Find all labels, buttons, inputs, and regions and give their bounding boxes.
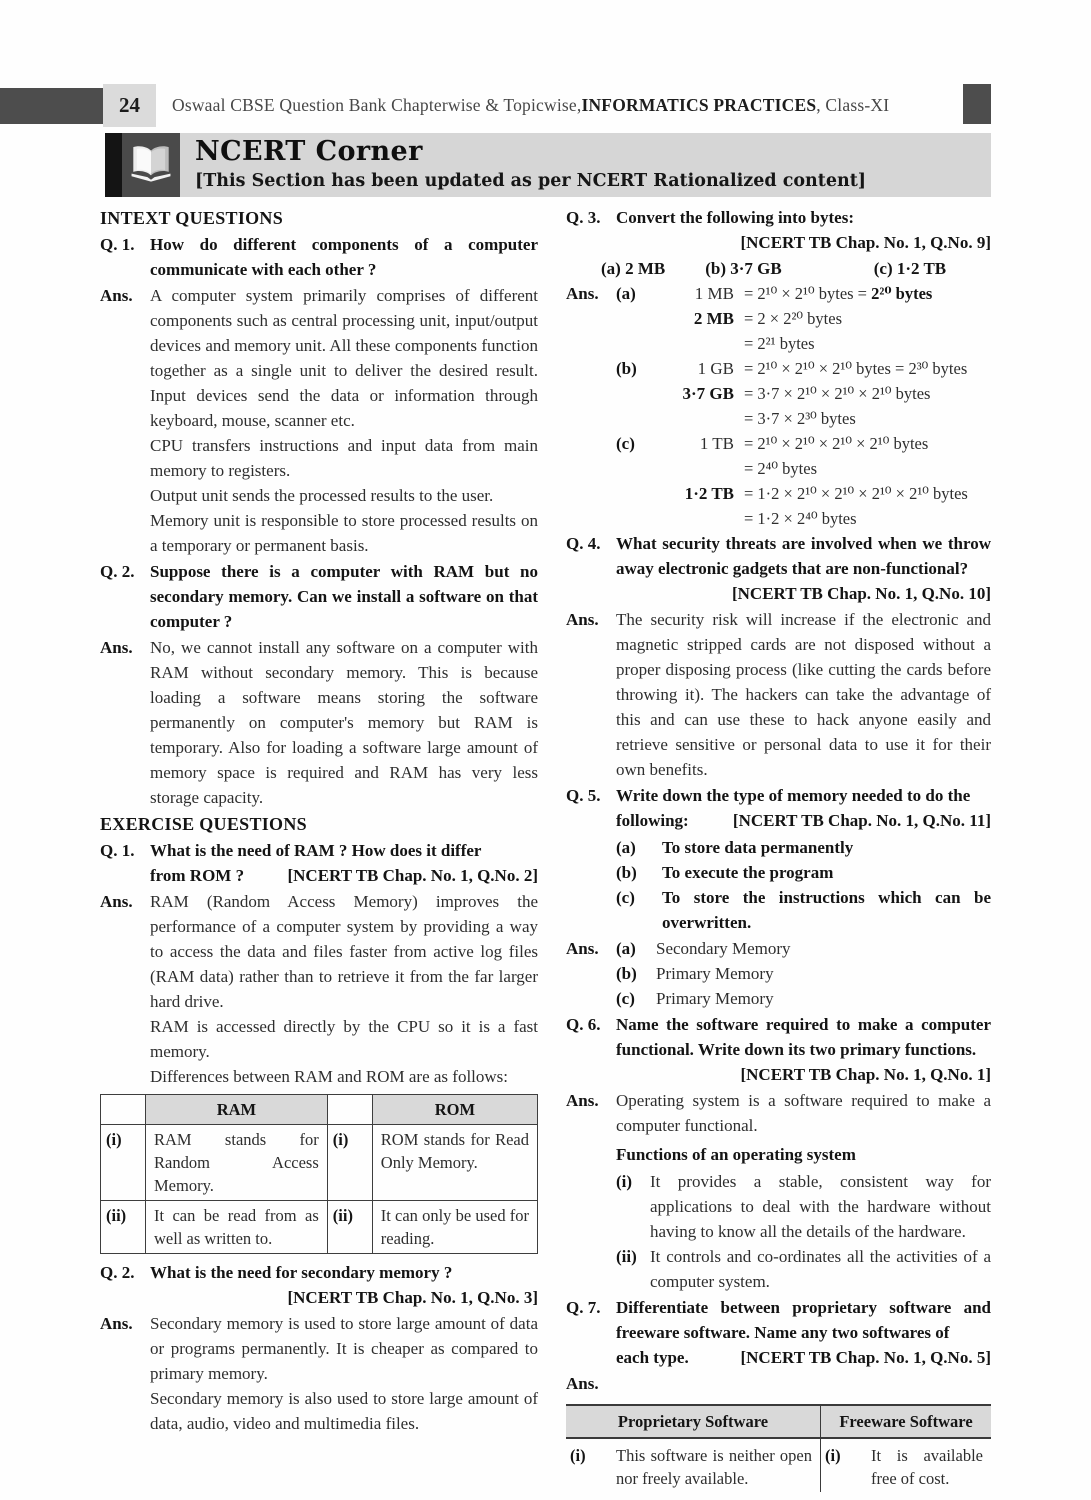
answer-paragraph: No, we cannot install any software on a computer with RAM without secondary memory. This is because loading a software means storing the software permanently on computer's memory but RAM is temporary. Also for loading a software large amount of memory space is required and RAM has very less storage capacity. (150, 638, 538, 807)
table-cell: It is available free of cost. (871, 1446, 983, 1488)
answer-paragraph: Output unit sends the processed results to the user. (150, 486, 494, 505)
question-block-intext-q2 (100, 559, 538, 634)
answer-item: (a) Secondary Memory (616, 939, 791, 958)
citation: [NCERT TB Chap. No. 1, Q.No. 11] (732, 811, 991, 830)
banner-icon-box (122, 133, 180, 197)
equation-row (566, 481, 991, 506)
question-text: Convert the following into bytes: (616, 208, 854, 227)
question-label: Q. 2. (100, 1263, 135, 1282)
left-column (100, 205, 538, 1492)
equation-row (566, 381, 991, 406)
answer-item: (c) Primary Memory (616, 989, 774, 1008)
banner-subtitle: [This Section has been updated as per NCERT Rationalized content] (195, 171, 867, 191)
equation-row (566, 406, 991, 431)
answer-paragraph: Secondary memory is used to store large amount of data or programs permanently. It is cheaper as compared to primary memory. (150, 1314, 538, 1383)
citation: [NCERT TB Chap. No. 1, Q.No. 2] (287, 866, 538, 885)
banner-title: NCERT Corner (195, 136, 423, 167)
answer-block-exercise-q1 (100, 889, 538, 1089)
answer-paragraph: Differences between RAM and ROM are as follows: (150, 1067, 509, 1086)
equation-part-label: (c) (616, 434, 635, 453)
table-cell: It can only be used for reading. (372, 1201, 537, 1254)
table-cell-num: (i) (821, 1438, 864, 1492)
citation: [NCERT TB Chap. No. 1, Q.No. 9] (740, 233, 991, 252)
question-text: How do different components of a computer communicate with each other ? (150, 235, 538, 279)
answer-label: Ans. (100, 638, 133, 657)
question-block-exercise-q3 (566, 205, 991, 255)
table-cell-num: (i) (327, 1125, 372, 1201)
equation-lhs: 1 MB (694, 284, 734, 303)
question-label: Q. 1. (100, 841, 135, 860)
equation-part-label: (a) (616, 284, 636, 303)
question-label: Q. 7. (566, 1298, 601, 1317)
citation: [NCERT TB Chap. No. 1, Q.No. 5] (740, 1348, 991, 1367)
answer-block-exercise-q4 (566, 607, 991, 782)
header-title-prefix: Oswaal CBSE Question Bank Chapterwise & Topicwise, (172, 95, 582, 115)
table-row (101, 1201, 538, 1254)
page-number: 24 (103, 84, 156, 127)
equation-row (566, 331, 991, 356)
question-block-exercise-q2 (100, 1260, 538, 1310)
table-header-ram: RAM (146, 1095, 328, 1125)
table-cell: It can be read from as well as written to. (146, 1201, 328, 1254)
table-cell-num: (ii) (327, 1201, 372, 1254)
section-heading-intext: INTEXT QUESTIONS (100, 208, 284, 228)
equation-row (566, 431, 991, 456)
answer-label: Ans. (100, 1314, 133, 1333)
equation-rhs: = 1·2 × 2⁴⁰ bytes (744, 509, 857, 528)
answer-item: (b) Primary Memory (616, 964, 774, 983)
question-label: Q. 1. (100, 235, 135, 254)
option-item: (c) 1·2 TB (873, 259, 947, 278)
ram-rom-table (100, 1094, 538, 1254)
table-cell-num: (i) (570, 1446, 586, 1465)
answer-label: Ans. (566, 939, 599, 958)
banner-black-strip (105, 133, 122, 197)
citation: [NCERT TB Chap. No. 1, Q.No. 1] (740, 1065, 991, 1084)
equation-rhs: = 2¹⁰ × 2¹⁰ × 2¹⁰ bytes = 2³⁰ bytes (744, 359, 968, 378)
header-left-bar (0, 88, 103, 124)
equation-rhs: = 2¹⁰ × 2¹⁰ × 2¹⁰ × 2¹⁰ bytes (744, 434, 929, 453)
question-text: Suppose there is a computer with RAM but no secondary memory. Can we install a software on that computer ? (150, 562, 538, 631)
header-title-suffix: , Class-XI (816, 95, 890, 115)
equation-part-label: (b) (616, 359, 637, 378)
option-item: (a) 2 MB (601, 259, 666, 278)
question-text-tail: following: (616, 811, 689, 830)
question-block-exercise-q5 (566, 783, 991, 935)
table-header-blank (327, 1095, 372, 1125)
equation-rhs: = 3·7 × 2³⁰ bytes (744, 409, 856, 428)
table-header-proprietary: Proprietary Software (566, 1405, 821, 1438)
question-text: What security threats are involved when we throw away electronic gadgets that are non-functional? (616, 534, 991, 578)
header-title-subject: INFORMATICS PRACTICES (581, 95, 817, 115)
answer-paragraph: RAM is accessed directly by the CPU so it is a fast memory. (150, 1017, 538, 1061)
question-block-exercise-q7 (566, 1295, 991, 1370)
table-row (101, 1125, 538, 1201)
table-header-freeware: Freeware Software (821, 1405, 992, 1438)
answer-label: Ans. (566, 610, 599, 629)
answer-label: Ans. (566, 284, 599, 303)
equation-lhs: 2 MB (693, 309, 734, 328)
equation-row (566, 356, 991, 381)
answer-label: Ans. (100, 286, 133, 305)
question-block-exercise-q4 (566, 531, 991, 606)
equation-rhs: = 2²¹ bytes (744, 334, 815, 353)
question-text: What is the need for secondary memory ? (150, 1263, 453, 1282)
answer-paragraph: Operating system is a software required to make a computer functional. (616, 1091, 991, 1135)
question-label: Q. 3. (566, 208, 601, 227)
question-block-exercise-q6 (566, 1012, 991, 1087)
table-cell: ROM stands for Read Only Memory. (372, 1125, 537, 1201)
equation-rhs: = 2⁴⁰ bytes (744, 459, 818, 478)
equation-row (566, 306, 991, 331)
answer-paragraph: Secondary memory is also used to store large amount of data, audio, video and multimedia files. (150, 1389, 538, 1433)
answer-block-exercise-q5 (566, 936, 991, 1011)
equation-rhs: = 3·7 × 2¹⁰ × 2¹⁰ × 2¹⁰ bytes (744, 384, 931, 403)
equation-row (566, 456, 991, 481)
equation-rhs: = 1·2 × 2¹⁰ × 2¹⁰ × 2¹⁰ × 2¹⁰ bytes (744, 484, 968, 503)
section-heading-exercise: EXERCISE QUESTIONS (100, 814, 307, 834)
answer-label: Ans. (566, 1374, 599, 1393)
equation-rhs: = 2¹⁰ × 2¹⁰ bytes = 2²⁰ bytes (744, 284, 933, 303)
question-label: Q. 4. (566, 534, 601, 553)
option-item: (b) 3·7 GB (705, 259, 782, 278)
equation-lhs: 1·2 TB (684, 484, 734, 503)
answer-paragraph: RAM (Random Access Memory) improves the performance of a computer system by providing a way to access the data and files faster from active log files (RAM data) rather than to retrieve it from the far larger hard drive. (150, 892, 538, 1011)
answer-paragraph: The security risk will increase if the electronic and magnetic stripped cards are not disposed without a proper disposing process (like cutting the cards before throwing it). The hackers can take the advantage of this and can use these to hack anyone easily and retrieve sensitive or personal data to use it for their own benefits. (616, 610, 991, 779)
question-text: Name the software required to make a computer functional. Write down its two primary functions. (616, 1015, 991, 1059)
table-cell: RAM stands for Random Access Memory. (146, 1125, 328, 1201)
answer-item: (i) It provides a stable, consistent way for applications to deal with the hardware without having to know all the details of the hardware. (616, 1172, 991, 1241)
header-corner-tab (963, 84, 991, 124)
citation: [NCERT TB Chap. No. 1, Q.No. 10] (731, 584, 991, 603)
answer-block-intext-q2 (100, 635, 538, 810)
answer-label: Ans. (100, 892, 133, 911)
option-item: (b) To execute the program (616, 863, 834, 882)
question-label: Q. 2. (100, 562, 135, 581)
question-label: Q. 5. (566, 786, 601, 805)
answer-item: (ii) It controls and co-ordinates all the activities of a computer system. (616, 1247, 991, 1291)
answer-block-exercise-q2 (100, 1311, 538, 1436)
question-text-tail: from ROM ? (150, 866, 245, 885)
answer-block-intext-q1 (100, 283, 538, 558)
equation-row (566, 281, 991, 306)
equation-rhs: = 2 × 2²⁰ bytes (744, 309, 843, 328)
answer-paragraph: A computer system primarily comprises of different components such as central processing unit, input/output devices and memory unit. All these components function together as a single unit to deliver the desired result. Input devices send the data or information through keyboard, mouse, scanner etc. (150, 286, 538, 430)
equation-lhs: 3·7 GB (682, 384, 734, 403)
table-header-rom: ROM (372, 1095, 537, 1125)
table-header-blank (101, 1095, 146, 1125)
right-column (566, 205, 991, 1492)
open-book-icon (128, 143, 174, 188)
option-item: (a) To store data permanently (616, 838, 854, 857)
table-cell: This software is neither open nor freely available. (616, 1446, 812, 1488)
table-row (566, 1438, 991, 1492)
citation: [NCERT TB Chap. No. 1, Q.No. 3] (287, 1288, 538, 1307)
answer-paragraph: CPU transfers instructions and input data from main memory to registers. (150, 436, 538, 480)
answer-block-exercise-q6 (566, 1088, 991, 1294)
answer-block-exercise-q7 (566, 1371, 991, 1396)
question-block-intext-q1 (100, 232, 538, 282)
question-text: What is the need of RAM ? How does it differ (150, 841, 482, 860)
question-text: Differentiate between proprietary software and freeware software. Name any two softwares of (616, 1298, 991, 1342)
question-label: Q. 6. (566, 1015, 601, 1034)
equation-row (566, 506, 991, 531)
header-title (172, 84, 889, 127)
content-columns (100, 205, 991, 1492)
answer-subheading: Functions of an operating system (616, 1145, 856, 1164)
question-text: Write down the type of memory needed to do the (616, 786, 971, 805)
question-options-row (566, 256, 991, 281)
question-text-tail: each type. (616, 1348, 689, 1367)
software-comparison-table (566, 1404, 991, 1492)
answer-paragraph: Memory unit is responsible to store processed results on a temporary or permanent basis. (150, 511, 538, 555)
equation-lhs: 1 TB (699, 434, 734, 453)
table-cell-num: (i) (101, 1125, 146, 1201)
question-block-exercise-q1 (100, 838, 538, 888)
option-item: (c) To store the instructions which can be overwritten. (616, 888, 991, 932)
table-cell-num: (ii) (101, 1201, 146, 1254)
equation-lhs: 1 GB (697, 359, 734, 378)
answer-label: Ans. (566, 1091, 599, 1110)
ncert-corner-banner (105, 133, 991, 197)
